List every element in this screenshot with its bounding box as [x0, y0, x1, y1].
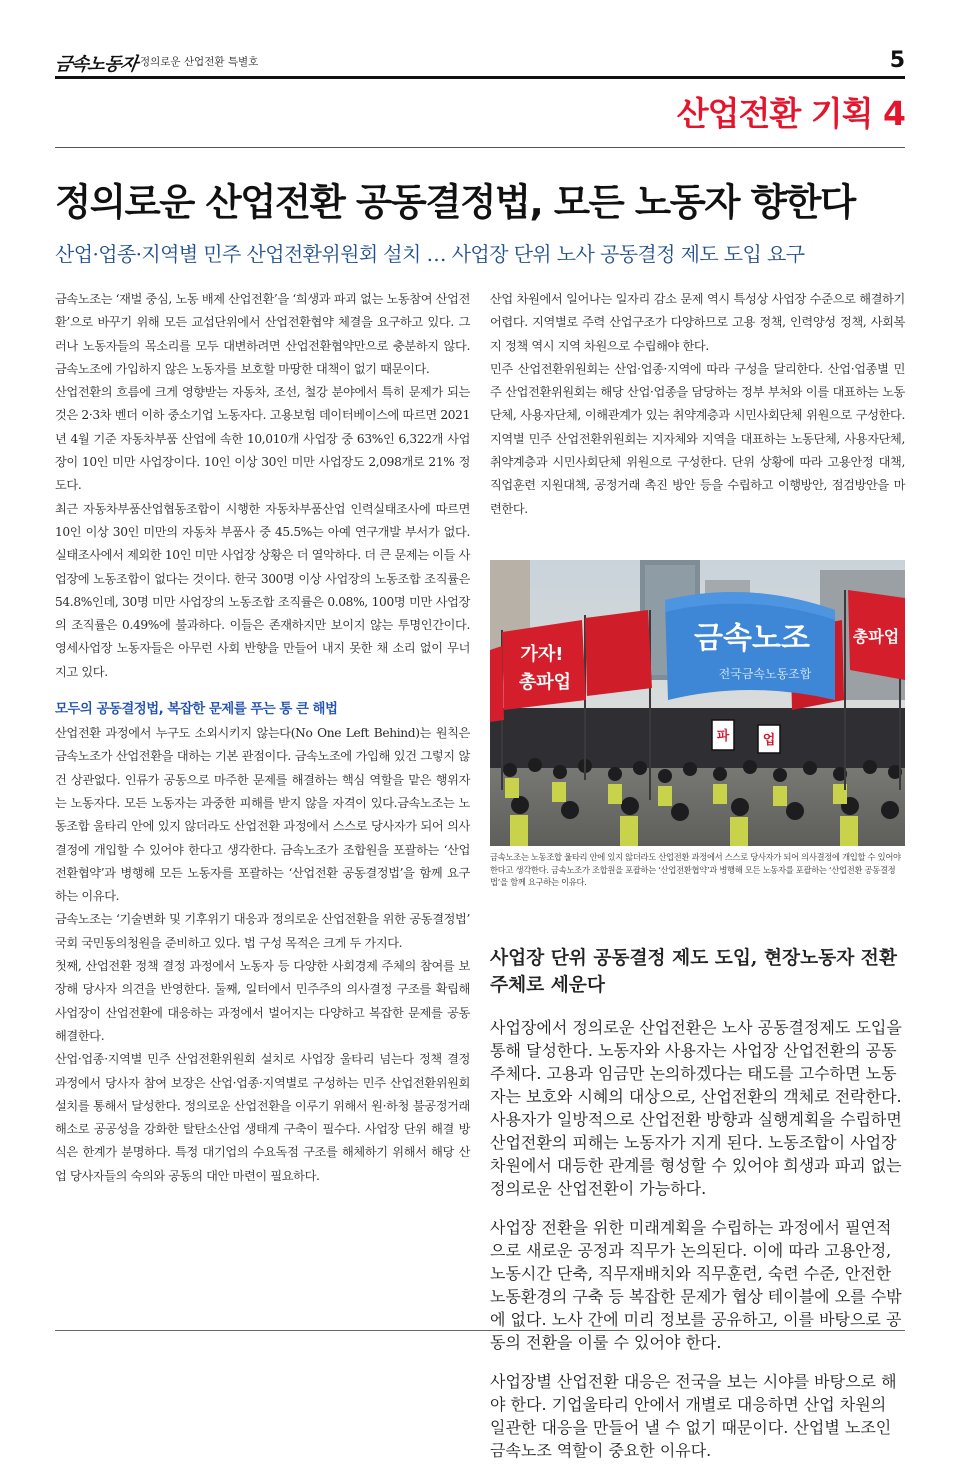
- section-rule: [55, 147, 905, 148]
- flag-text: 총파업: [518, 672, 572, 693]
- body-paragraph: 산업·업종·지역별 민주 산업전환위원회 설치로 사업장 울타리 넘는다 정책 결정 과정에서 당사자 참여 보장은 산업·업종·지역별로 구성하는 민주 산업전환위원회 설치를 통해서 달성한다. 정의로운 산업전환을 이루기 위해서 원·하청 불공정거래 해소로 공공성을 강화한 탈탄소산업 생태계 구축이 필수다. 사업장 단위 해결 방식은 한계가 분명하다. 특정 대기업의 수요독점 구조를 해체하기 위해서 해당 산업 당사자들의 숙의와 공동의 대안 마련이 필요하다.: [55, 1052, 470, 1183]
- flag-text: 전국금속노동조합: [718, 667, 812, 681]
- masthead-logo: 금속노동자: [53, 54, 139, 75]
- left-column: [55, 288, 470, 1188]
- right-column-lower: [490, 924, 905, 1477]
- body-paragraph: 사업장별 산업전환 대응은 전국을 보는 시야를 바탕으로 해야 한다. 기업울타리 안에서 개별로 대응하면 산업 차원의 일관한 대응을 만들어 낼 수 없기 때문이다. 산업별 노조인 금속노조 역할이 중요한 이유다.: [490, 1372, 897, 1461]
- body-paragraph: 금속노조는 ‘재벌 중심, 노동 배제 산업전환’을 ‘희생과 파괴 없는 노동참여 산업전환’으로 바꾸기 위해 모든 교섭단위에서 산업전환협약 체결을 요구하고 있다. 그러나 노동자들의 목소리를 모두 대변하려면 산업전환협약만으로 충분하지 않다. 금속노조에 가입하지 않은 노동자를 보호할 마땅한 대책이 없기 때문이다.: [55, 292, 470, 376]
- section-subheading: 사업장 단위 공동결정 제도 도입, 현장노동자 전환 주체로 세운다: [490, 946, 897, 996]
- article-subhead: 산업·업종·지역별 민주 산업전환위원회 설치 … 사업장 단위 노사 공동결정 제도 도입 요구: [55, 242, 805, 266]
- body-paragraph: 첫째, 산업전환 정책 결정 과정에서 노동자 등 다양한 사회경제 주체의 참여를 보장해 당사자 의견을 반영한다. 둘째, 일터에서 민주주의 의사결정 구조를 확립해 사업장이 산업전환에 대응하는 과정에서 벌어지는 다양하고 복잡한 문제를 공동 해결한다.: [55, 959, 470, 1043]
- flag-text: 총파업: [852, 627, 900, 646]
- flag-text: 금속노조: [694, 621, 810, 656]
- body-paragraph: 민주 산업전환위원회는 산업·업종·지역에 따라 구성을 달리한다. 산업·업종별 민주 산업전환위원회는 해당 산업·업종을 담당하는 정부 부처와 이를 대표하는 노동단체, 사용자단체, 이해관계가 있는 취약계층과 시민사회단체 위원으로 구성한다.지역별 민주 산업전환위원회는 지자체와 지역을 대표하는 노동단체, 사용자단체, 취약계층과 시민사회단체 위원으로 구성한다. 단위 상황에 따라 고용안정 대책, 직업훈련 지원대책, 공정거래 촉진 방안 등을 수립하고 이행방안, 점검방안을 마련한다.: [490, 361, 905, 516]
- header-rule: [55, 76, 905, 79]
- body-paragraph: 산업전환의 흐름에 크게 영향받는 자동차, 조선, 철강 분야에서 특히 문제가 되는 것은 2·3차 벤더 이하 중소기업 노동자다. 고용보험 데이터베이스에 따르면 2021년 4월 기준 자동차부품 산업에 속한 10,010개 사업장 중 63%인 6,322개 사업장이 10인 미만 사업장이다. 10인 이상 30인 미만 사업장도 2,098개로 21% 정도다.: [55, 385, 470, 493]
- body-paragraph: 산업전환 과정에서 누구도 소외시키지 않는다(No One Left Behind)는 원칙은 금속노조가 산업전환을 대하는 기본 관점이다. 금속노조에 가입해 있건 그렇지 않건 상관없다. 인류가 공동으로 마주한 문제를 해결하는 핵심 역할을 맡은 행위자는 노동자다. 모든 노동자는 과중한 피해를 받지 않을 자격이 있다.금속노조는 노동조합 울타리 안에 있지 않더라도 산업전환 과정에서 스스로 당사자가 되어 의사결정에 개입할 수 있어야 한다고 생각한다. 금속노조가 조합원을 포괄하는 ‘산업전환협약’과 병행해 모든 노동자를 포괄하는 ‘산업전환 공동결정법’을 함께 요구하는 이유다.: [55, 726, 470, 904]
- edition-label: 정의로운 산업전환 특별호: [140, 56, 259, 68]
- body-paragraph: 최근 자동차부품산업협동조합이 시행한 자동차부품산업 인력실태조사에 따르면 10인 이상 30인 미만의 자동차 부품사 중 45.5%는 아예 연구개발 부서가 없다. 실태조사에서 제외한 10인 미만 사업장 상황은 더 열악하다. 더 큰 문제는 이들 사업장에 노동조합이 없다는 것이다. 한국 300명 이상 사업장의 노동조합 조직률은 54.8%인데, 30명 미만 사업장의 노동조합 조직률은 0.08%, 100명 미만 사업장의 조직률은 0.49%에 불과하다. 이들은 존재하지만 보이지 않는 투명인간이다. 영세사업장 노동자들은 아무런 사회 반향을 만들어 내지 못한 채 소리 없이 무너지고 있다.: [55, 501, 470, 679]
- sign-text: 업: [762, 733, 776, 748]
- body-paragraph: 산업 차원에서 일어나는 일자리 감소 문제 역시 특성상 사업장 수준으로 해결하기 어렵다. 지역별로 주력 산업구조가 다양하므로 고용 정책, 인력양성 정책, 사회복지 정책 역시 지역 차원으로 수립해야 한다.: [490, 292, 905, 353]
- rally-photo: [490, 560, 905, 846]
- section-label: 산업전환 기획 4: [676, 94, 905, 133]
- flag-text: 가자!: [520, 644, 564, 665]
- photo-caption: 금속노조는 노동조합 울타리 안에 있지 않더라도 산업전환 과정에서 스스로 당사자가 되어 의사결정에 개입할 수 있어야 한다고 생각한다. 금속노조가 조합원을 포괄하는 ‘산업전환협약’과 병행해 모든 노동자를 포괄하는 ‘산업전환 공동결정법’을 함께 요구하는 이유다.: [490, 852, 901, 887]
- body-paragraph: 사업장에서 정의로운 산업전환은 노사 공동결정제도 도입을 통해 달성한다. 노동자와 사용자는 사업장 산업전환의 공동 주체다. 고용과 임금만 논의하겠다는 태도를 고수하면 노동자는 보호와 시혜의 대상으로, 산업전환의 객체로 전락한다. 사용자가 일방적으로 산업전환 방향과 실행계획을 수립하면 산업전환의 피해는 노동자가 지게 된다. 노동조합이 사업장 차원에서 대등한 관계를 형성할 수 있어야 희생과 파괴 없는 정의로운 산업전환이 가능하다.: [490, 1018, 902, 1199]
- footer-rule: [55, 1330, 905, 1331]
- section-subheading: 모두의 공동결정법, 복잡한 문제를 푸는 통 큰 해법: [55, 702, 338, 718]
- body-paragraph: 사업장 전환을 위한 미래계획을 수립하는 과정에서 필연적으로 새로운 공정과 직무가 논의된다. 이에 따라 고용안정, 노동시간 단축, 직무재배치와 직무훈련, 숙련 수준, 안전한 노동환경의 구축 등 복잡한 문제가 협상 테이블에 오를 수밖에 없다. 노사 간에 미리 정보를 공유하고, 이를 바탕으로 공동의 전환을 이룰 수 있어야 한다.: [490, 1218, 902, 1353]
- right-column: [490, 288, 905, 521]
- masthead: [55, 50, 905, 78]
- body-paragraph: 금속노조는 ‘기술변화 및 기후위기 대응과 정의로운 산업전환을 위한 공동결정법’ 국회 국민동의청원을 준비하고 있다. 법 구성 목적은 크게 두 가지다.: [55, 912, 470, 950]
- sign-text: 파: [716, 729, 730, 744]
- article-headline: 정의로운 산업전환 공동결정법, 모든 노동자 향한다: [55, 180, 855, 224]
- page-number: 5: [889, 48, 905, 73]
